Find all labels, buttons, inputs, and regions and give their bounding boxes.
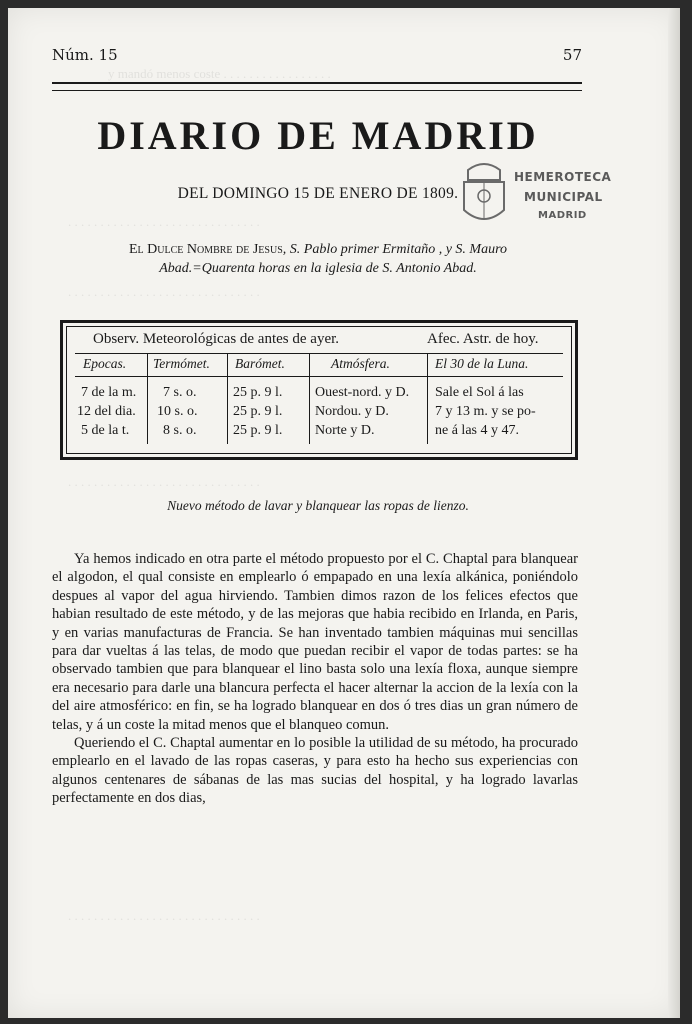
weather-row-1-barom: 25 p. 9 l. xyxy=(233,385,283,400)
masthead-title: DIARIO DE MADRID xyxy=(97,113,539,158)
col-header-termometro: Termómet. xyxy=(153,356,210,371)
weather-row-2-atm: Nordou. y D. xyxy=(315,404,389,419)
article-paragraph-2: Queriendo el C. Chaptal aumentar en lo posible la utilidad de su método, ha procurado emplearlo en el lavado de las ropas caseras, y para esto ha hecho sus experiencias con algunos centenares de sábanas de las mas sucias del hospital, y ha logrado lavarlas perfectamente en dos dias, xyxy=(52,735,578,807)
col-header-luna: El 30 de la Luna. xyxy=(435,356,529,371)
weather-row-2-barom: 25 p. 9 l. xyxy=(233,404,283,419)
issue-number: Núm. 15 xyxy=(52,46,118,64)
library-stamp xyxy=(454,160,634,230)
weather-title-left: Observ. Meteorológicas de antes de ayer. xyxy=(93,331,340,347)
saints-rest: , S. Pablo primer Ermitaño , y S. Mauro xyxy=(282,242,508,257)
weather-row-1-epoca: 7 de la m. xyxy=(81,385,137,400)
weather-table xyxy=(60,320,578,460)
header-rule xyxy=(52,82,582,91)
stamp-line-2: MUNICIPAL xyxy=(524,190,603,204)
weather-row-3-term: 8 s. o. xyxy=(163,423,197,438)
article-title: Nuevo método de lavar y blanquear las ropas de lienzo. xyxy=(167,498,469,513)
astro-line-1: Sale el Sol á las xyxy=(435,385,524,400)
page-number: 57 xyxy=(562,46,582,64)
stamp-line-3: MADRID xyxy=(538,210,587,221)
col-header-atmosfera: Atmósfera. xyxy=(331,356,390,371)
page-edge xyxy=(668,8,680,1018)
astro-line-2: 7 y 13 m. y se po- xyxy=(435,404,536,419)
crest-icon xyxy=(454,160,514,230)
saints-line-2: Abad.=Quarenta horas en la iglesia de S. Antonio Abad. xyxy=(159,261,477,276)
saints-of-day xyxy=(58,240,578,278)
bleed-through: y mandó menos coste . . . . . . . . . . . . . . . . . xyxy=(108,66,331,81)
bleed-through: . . . . . . . . . . . . . . . . . . . . . . . . . . . . . . xyxy=(68,474,260,489)
dateline: DEL DOMINGO 15 DE ENERO DE 1809. xyxy=(177,185,459,202)
bleed-through: . . . . . . . . . . . . . . . . . . . . . . . . . . . . . . xyxy=(68,284,260,299)
bleed-through: . . . . . . . . . . . . . . . . . . . . . . . . . . . . . . xyxy=(68,214,260,229)
newspaper-page xyxy=(8,8,680,1018)
weather-row-3-barom: 25 p. 9 l. xyxy=(233,423,283,438)
weather-row-2-term: 10 s. o. xyxy=(157,404,198,419)
weather-row-1-term: 7 s. o. xyxy=(163,385,197,400)
weather-row-2-epoca: 12 del dia. xyxy=(77,404,136,419)
saints-name: El Dulce Nombre de Jesus xyxy=(128,242,283,257)
article-paragraph-1: Ya hemos indicado en otra parte el método propuesto por el C. Chaptal para blanquear el algodon, el qual consiste en emplearlo ó empapado en una lexía alkánica, poniéndolo despues al vapor del agua hirviendo. Tambien dimos razon de los felices efectos que habian resultado de este método, y de las mejoras que habia recibido en Irlanda, en Paris, y en varias manufacturas de Francia. Se han inventado tambien máquinas mui sencillas para dar vueltas á las telas, de modo que puedan recibir el vapor de todas partes: se ha observado tambien que para blanquear el lino basta solo una lexía floxa, aunque siempre era necesario para darle una blancura perfecta el hacer alternar la accion de la lexía con la del aire atmosférico: en fin, se ha logrado blanquear en dos ó tres dias un gran número de telas, y á un coste la mitad menos que el blanqueo comun. xyxy=(52,551,578,733)
astro-line-3: ne á las 4 y 47. xyxy=(435,423,519,438)
stamp-line-1: HEMEROTECA xyxy=(514,170,612,184)
weather-title-right: Afec. Astr. de hoy. xyxy=(427,331,539,347)
weather-row-3-atm: Norte y D. xyxy=(315,423,375,438)
col-header-epocas: Epocas. xyxy=(83,356,127,371)
col-header-barometro: Barómet. xyxy=(235,356,285,371)
article-body xyxy=(52,550,578,808)
weather-row-1-atm: Ouest-nord. y D. xyxy=(315,385,410,400)
weather-row-3-epoca: 5 de la t. xyxy=(81,423,130,438)
bleed-through: . . . . . . . . . . . . . . . . . . . . . . . . . . . . . . xyxy=(68,908,260,923)
